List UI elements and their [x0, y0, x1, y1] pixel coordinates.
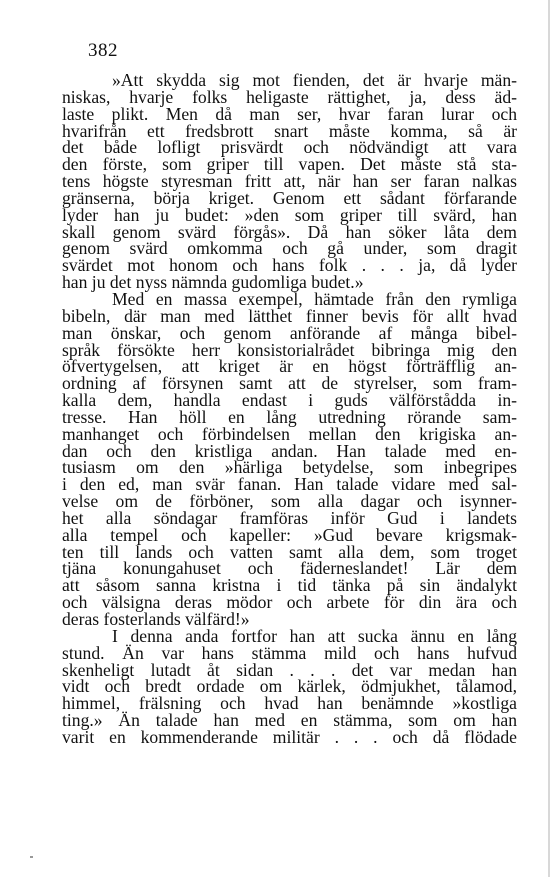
text-line: språk försökte herr konsistorialrådet bibringa mig den	[62, 339, 517, 360]
text-line: ordning af försynen samt att de styrelser, som fram-	[62, 373, 517, 394]
text-line: öfvertygelsen, att kriget är en högst förträfflig an-	[62, 356, 517, 377]
text-line: det både lofligt prisvärdt och nödvändigt att vara	[62, 137, 517, 158]
text-line: ting.» Än talade han med en stämma, som om han	[62, 710, 517, 731]
text-line: bibeln, där man med lätthet finner bevis för allt hvad	[62, 305, 517, 326]
text-line: den förste, som griper till vapen. Det måste stå sta-	[62, 154, 517, 175]
text-line: lyder han ju budet: »den som griper till svärd, han	[62, 204, 517, 225]
text-line: ten till lands och vatten samt alla dem, som troget	[62, 541, 517, 562]
text-line: deras fosterlands välfärd!»	[62, 609, 250, 629]
text-line: att såsom sanna kristna i tid tänka på sin ändalykt	[62, 575, 517, 596]
text-line: tusiasm om den »härliga betydelse, som inbegripes	[62, 457, 517, 478]
text-line: tens högste styresman fritt att, när han ser faran nalkas	[62, 171, 517, 192]
page-number: 382	[88, 40, 118, 61]
text-line: dan och den kristliga andan. Han talade med en-	[62, 440, 517, 461]
text-line: hvarifrån ett fredsbrott snart måste komma, så är	[62, 120, 517, 141]
text-line: tjäna konungahuset och fäderneslandet! Lär dem	[62, 558, 517, 579]
text-line: skenheligt lutadt åt sidan . . . det var medan han	[62, 659, 517, 680]
text-line: i den ed, man svär fanan. Han talade vidare med sal-	[62, 474, 517, 495]
text-line: genom svärd omkomma och gå under, som dragit	[62, 238, 517, 259]
text-line: varit en kommenderande militär . . . och då flödade	[62, 726, 517, 747]
text-line: Med en massa exempel, hämtade från den rymliga	[112, 288, 517, 309]
text-line: stund. Än var hans stämma mild och hans hufvud	[62, 642, 517, 663]
text-line: manhanget och förbindelsen mellan den krigiska an-	[62, 423, 517, 444]
text-line: »Att skydda sig mot fienden, det är hvarje män-	[112, 70, 517, 90]
body-text	[62, 72, 517, 746]
text-line: het alla söndagar framföras inför Gud i landets	[62, 507, 517, 528]
text-line: niskas, hvarje folks heligaste rättighet, ja, dess äd-	[62, 86, 517, 107]
text-line: han ju det nyss nämnda gudomliga budet.»	[62, 272, 364, 293]
text-line: vidt och bredt ordade om kärlek, ödmjukhet, tålamod,	[62, 676, 517, 697]
text-line: alla tempel och kapeller: »Gud bevare krigsmak-	[62, 524, 517, 545]
scan-speck	[30, 856, 33, 858]
text-line: velse om de förböner, som alla dagar och isynner-	[62, 491, 517, 512]
text-line: himmel, frälsning och hvad han benämnde »kostliga	[62, 693, 517, 714]
text-line: skall genom svärd förgås». Då han söker låta dem	[62, 221, 517, 242]
text-line: tresse. Han höll en lång utredning rörande sam-	[62, 406, 517, 427]
text-line: I denna anda fortfor han att sucka ännu en lång	[112, 625, 517, 646]
page-edge	[548, 0, 550, 877]
text-line: laste plikt. Men då man ser, hvar faran lurar och	[62, 103, 517, 124]
text-line: och välsigna deras mödor och arbete för din ära och	[62, 592, 517, 613]
text-line: kalla dem, handla endast i guds välförstådda in-	[62, 390, 517, 411]
text-line: gränserna, börja kriget. Genom ett sådant förfarande	[62, 187, 517, 208]
text-line: man önskar, och genom anförande af många bibel-	[62, 322, 517, 343]
text-line: svärdet mot honom och hans folk . . . ja, då lyder	[62, 255, 517, 276]
